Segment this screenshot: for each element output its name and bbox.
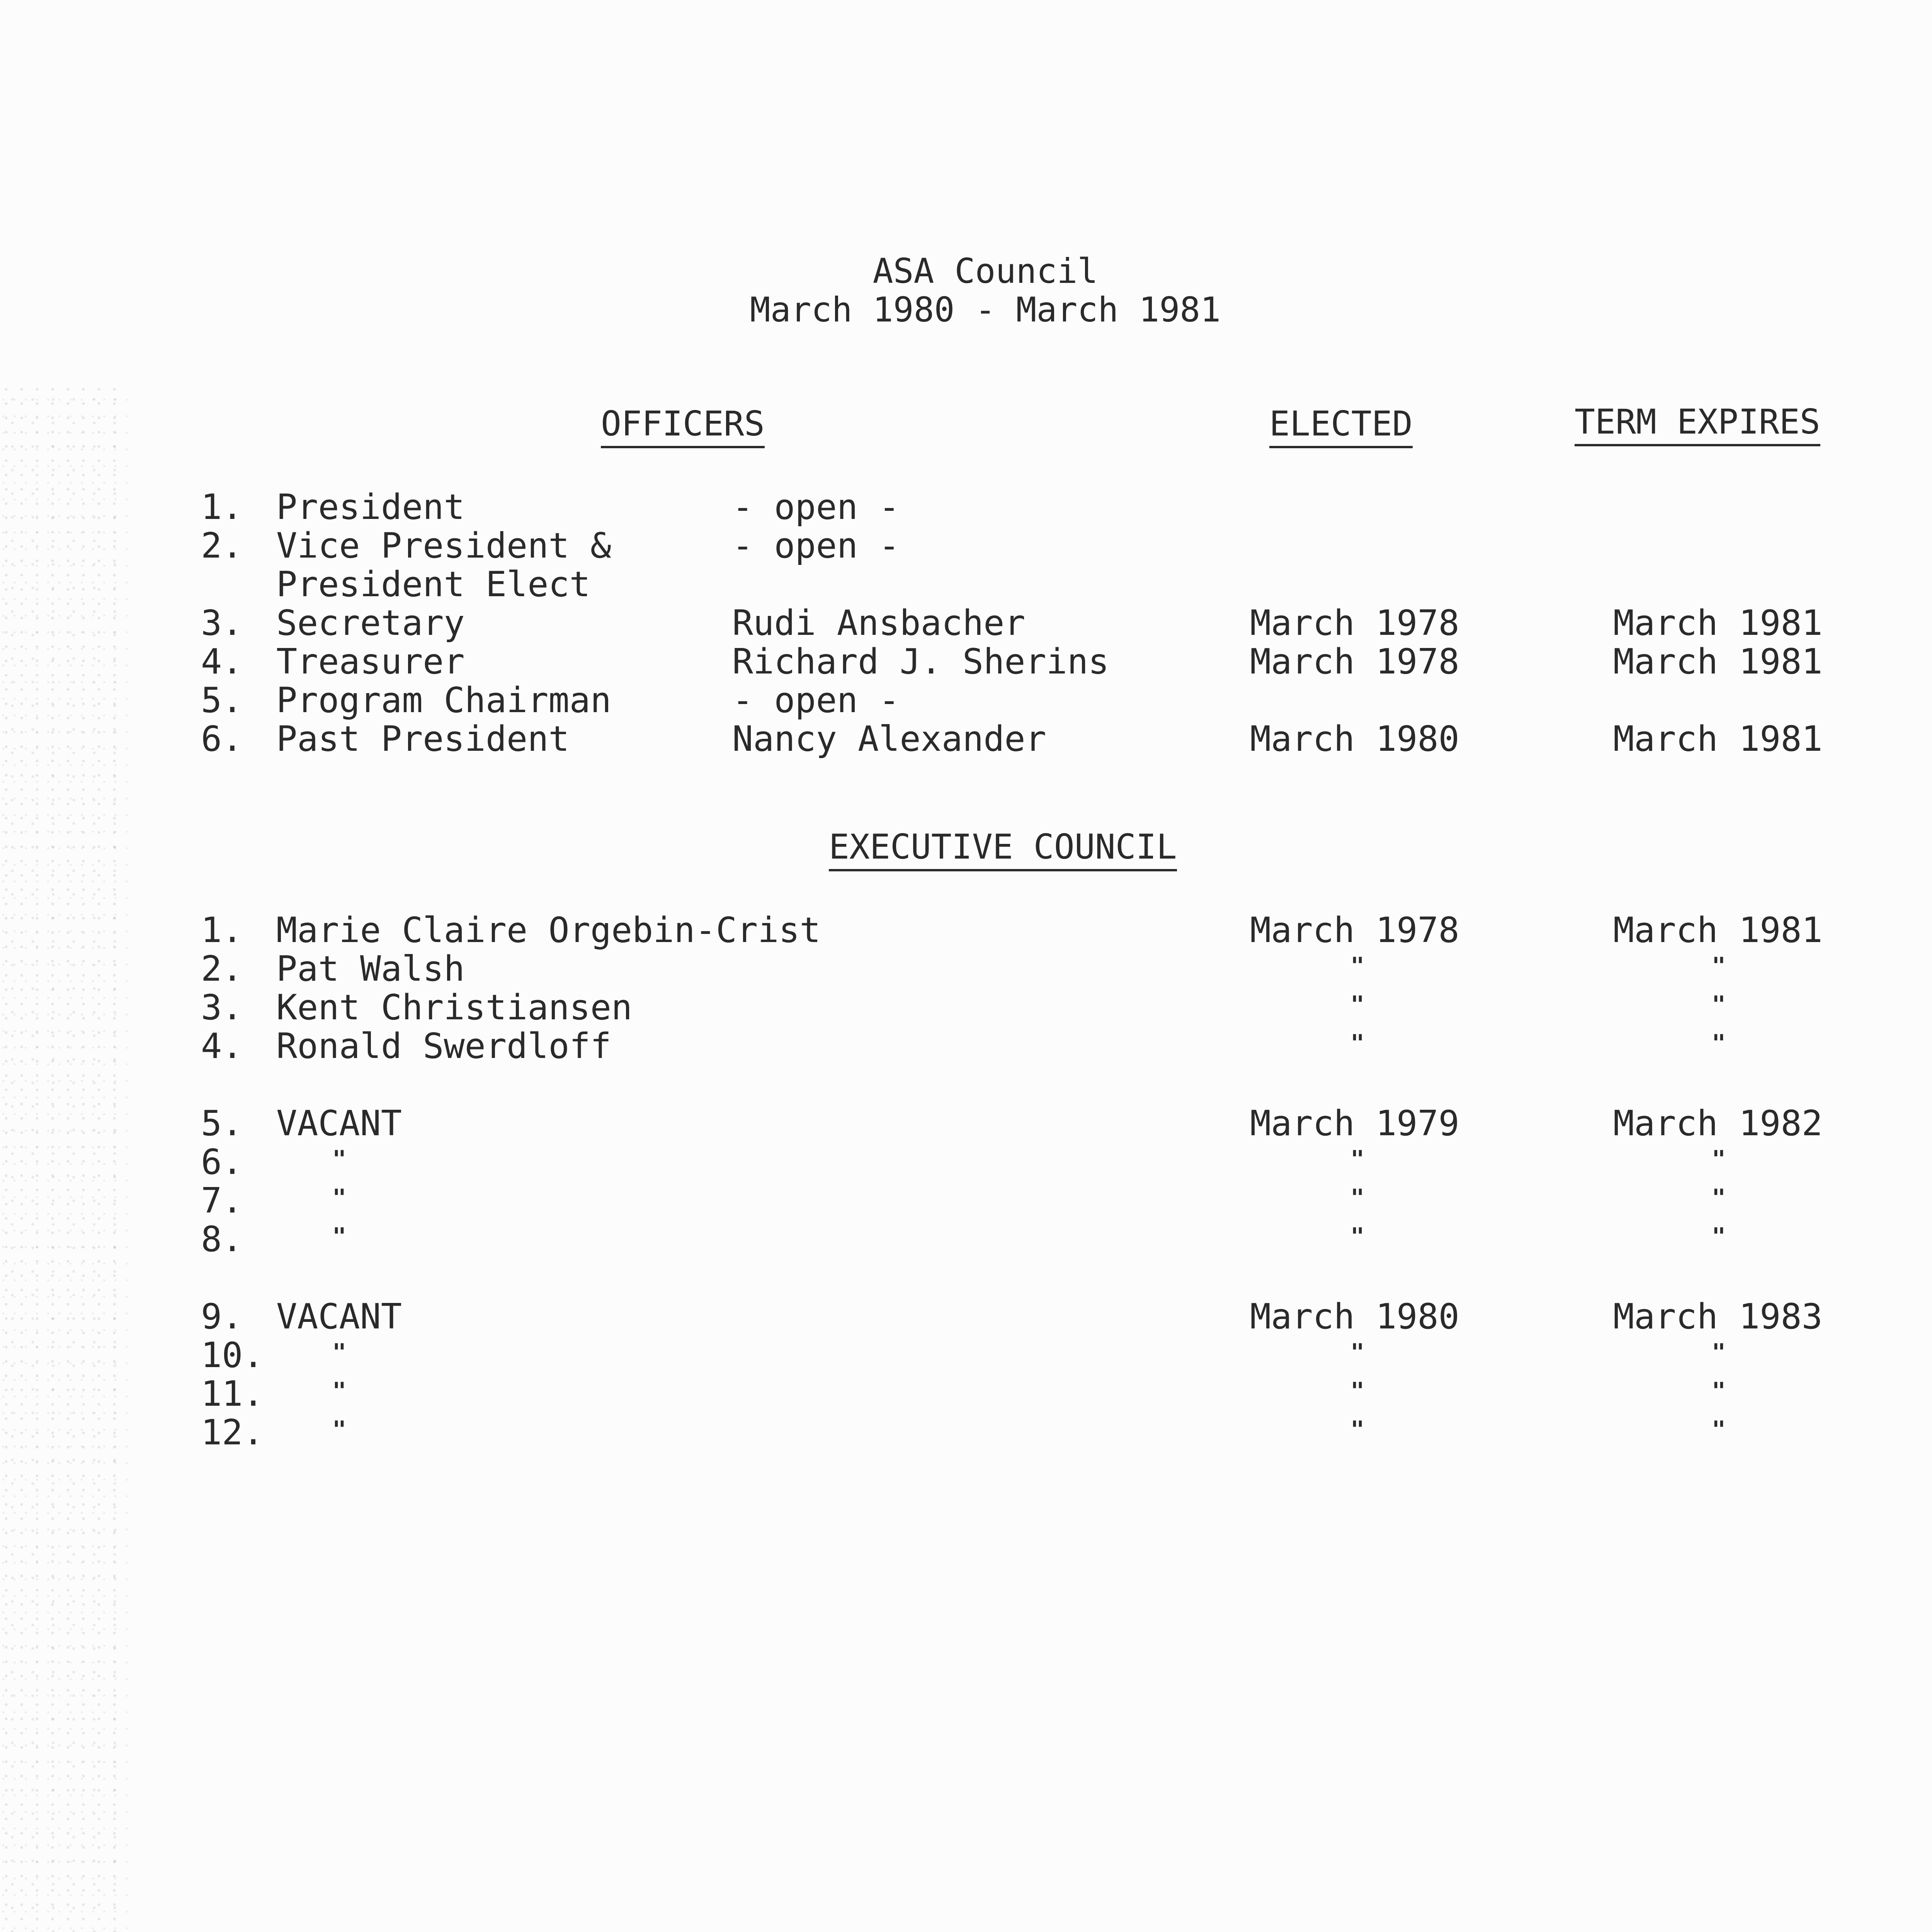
officer-name: - open - bbox=[732, 680, 900, 721]
council-member-name: Ronald Swerdloff bbox=[276, 1026, 611, 1066]
council-number: 7. bbox=[201, 1180, 243, 1221]
officer-elected-date: March 1978 bbox=[1250, 641, 1459, 682]
council-member-name: VACANT bbox=[276, 1296, 402, 1337]
document-subtitle: March 1980 - March 1981 bbox=[750, 290, 1221, 330]
council-number: 6. bbox=[201, 1142, 243, 1182]
officer-role: Secretary bbox=[276, 603, 465, 643]
officer-term-expires: March 1981 bbox=[1613, 603, 1823, 643]
officers-heading: OFFICERS bbox=[601, 404, 765, 448]
officer-term-expires: March 1981 bbox=[1613, 719, 1823, 759]
council-number: 4. bbox=[201, 1026, 243, 1066]
council-number: 9. bbox=[201, 1296, 243, 1337]
council-elected-date: " bbox=[1350, 1030, 1365, 1057]
council-elected-date: " bbox=[1350, 1378, 1365, 1405]
council-number: 5. bbox=[201, 1103, 243, 1144]
council-term-expires: " bbox=[1712, 1223, 1726, 1250]
officer-name: Rudi Ansbacher bbox=[732, 603, 1026, 643]
officer-number: 1. bbox=[201, 487, 243, 527]
council-member-name: " bbox=[332, 1223, 347, 1250]
council-member-name: " bbox=[332, 1339, 347, 1366]
council-number: 2. bbox=[201, 949, 243, 989]
council-elected-date: March 1978 bbox=[1250, 910, 1459, 951]
council-term-expires: " bbox=[1712, 1378, 1726, 1405]
council-elected-date: March 1980 bbox=[1250, 1296, 1459, 1337]
council-member-name: Marie Claire Orgebin-Crist bbox=[276, 910, 821, 951]
council-member-name: " bbox=[332, 1184, 347, 1211]
officer-name: Nancy Alexander bbox=[732, 719, 1046, 759]
officer-role: President Elect bbox=[276, 564, 590, 605]
council-term-expires: " bbox=[1712, 952, 1726, 980]
council-member-name: Kent Christiansen bbox=[276, 987, 633, 1028]
term-expires-column-header: TERM EXPIRES bbox=[1575, 402, 1820, 446]
council-elected-date: " bbox=[1350, 1223, 1365, 1250]
officer-role: President bbox=[276, 487, 465, 527]
council-member-name: " bbox=[332, 1378, 347, 1405]
council-term-expires: " bbox=[1712, 1416, 1726, 1443]
council-term-expires: " bbox=[1712, 1146, 1726, 1173]
council-term-expires: " bbox=[1712, 1030, 1726, 1057]
council-term-expires: " bbox=[1712, 991, 1726, 1018]
council-elected-date: " bbox=[1350, 952, 1365, 980]
officer-name: - open - bbox=[732, 526, 900, 566]
officer-role: Program Chairman bbox=[276, 680, 611, 721]
council-elected-date: " bbox=[1350, 1416, 1365, 1443]
council-member-name: " bbox=[332, 1416, 347, 1443]
council-elected-date: " bbox=[1350, 1146, 1365, 1173]
council-elected-date: " bbox=[1350, 991, 1365, 1018]
scan-noise bbox=[0, 386, 128, 1932]
officer-role: Treasurer bbox=[276, 641, 465, 682]
officer-role: Vice President & bbox=[276, 526, 611, 566]
council-number: 10. bbox=[201, 1335, 264, 1376]
council-number: 11. bbox=[201, 1374, 264, 1414]
executive-council-heading: EXECUTIVE COUNCIL bbox=[829, 827, 1177, 871]
council-number: 12. bbox=[201, 1412, 264, 1453]
council-elected-date: " bbox=[1350, 1339, 1365, 1366]
council-elected-date: " bbox=[1350, 1184, 1365, 1211]
council-term-expires: " bbox=[1712, 1339, 1726, 1366]
officer-term-expires: March 1981 bbox=[1613, 641, 1823, 682]
elected-column-header: ELECTED bbox=[1269, 404, 1413, 448]
council-term-expires: March 1983 bbox=[1613, 1296, 1823, 1337]
council-member-name: VACANT bbox=[276, 1103, 402, 1144]
document-title: ASA Council bbox=[872, 251, 1098, 291]
officer-role: Past President bbox=[276, 719, 570, 759]
council-number: 8. bbox=[201, 1219, 243, 1260]
council-term-expires: March 1981 bbox=[1613, 910, 1823, 951]
council-number: 3. bbox=[201, 987, 243, 1028]
officer-number: 4. bbox=[201, 641, 243, 682]
council-term-expires: March 1982 bbox=[1613, 1103, 1823, 1144]
officer-number: 6. bbox=[201, 719, 243, 759]
council-member-name: " bbox=[332, 1146, 347, 1173]
officer-number: 2. bbox=[201, 526, 243, 566]
officer-elected-date: March 1980 bbox=[1250, 719, 1459, 759]
council-member-name: Pat Walsh bbox=[276, 949, 465, 989]
council-term-expires: " bbox=[1712, 1184, 1726, 1211]
officer-number: 3. bbox=[201, 603, 243, 643]
council-number: 1. bbox=[201, 910, 243, 951]
officer-elected-date: March 1978 bbox=[1250, 603, 1459, 643]
officer-number: 5. bbox=[201, 680, 243, 721]
council-elected-date: March 1979 bbox=[1250, 1103, 1459, 1144]
officer-name: - open - bbox=[732, 487, 900, 527]
officer-name: Richard J. Sherins bbox=[732, 641, 1109, 682]
